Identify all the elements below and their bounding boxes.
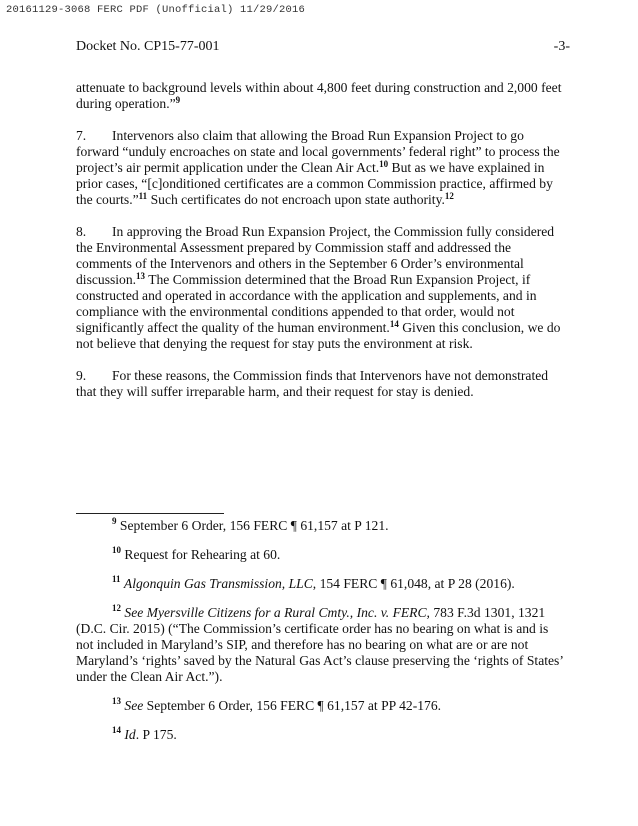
footnote-10: $^{10}$ Request for Rehearing at 60. — [112, 545, 281, 562]
footnote-ref-13: 13 — [136, 271, 146, 281]
page-header — [76, 39, 570, 55]
footnote-ref-11: 11 — [138, 191, 148, 201]
paragraph-number: 9. — [76, 368, 87, 383]
paragraph-9: 9. For these reasons, the Commission finds that Intervenors have not demonstrated that they will suffer irreparable harm, and their request for stay is denied. — [76, 368, 549, 399]
body-text — [76, 80, 566, 416]
paragraph-number: 7. — [76, 128, 87, 143]
footnote-separator — [76, 513, 224, 514]
footnote-14: $^{14}$ Id. P 175. — [112, 725, 177, 742]
footnote-ref-12: 12 — [444, 191, 454, 201]
footnote-11: $^{11}$ Algonquin Gas Transmission, LLC, 154 FERC ¶ 61,048, at P 28 (2016). — [112, 574, 515, 591]
paragraph-8: 8. In approving the Broad Run Expansion Project, the Commission fully considered the Environmental Assessment prepared by Commission staff and addressed the comments of the Intervenors and others in the September 6 Order’s environmental discussion.$^{13}$ The Commission determined that the Broad Run Expansion Project, if constructed and operated in accordance with the application and supplements, and in compliance with the environmental conditions appended to that order, would not significantly affect the quality of the human environment.$^{14}$ Given this conclusion, we do not believe that denying the request for stay puts the environment at risk. — [76, 224, 561, 351]
footnote-ref-10: 10 — [379, 159, 389, 169]
footnote-ref-9: 9 — [175, 95, 181, 105]
footnote-12: $^{12}$ See Myersville Citizens for a Rural Cmty., Inc. v. FERC, 783 F.3d 1301, 1321 (D.C. Cir. 2015) (“The Commission’s certificate order has no bearing on what is and is not included in Maryland’s SIP, and therefore has no bearing on what are or are not Maryland’s ‘rights’ saved by the Natural Gas Act’s clause preserving the ‘rights of States’ under the Clean Air Act.”). — [76, 603, 563, 684]
footnote-13: $^{13}$ See September 6 Order, 156 FERC ¶ 61,157 at PP 42-176. — [112, 696, 442, 713]
footnotes — [76, 518, 566, 756]
footnote-9: $^9$ September 6 Order, 156 FERC ¶ 61,157 at P 121. — [112, 516, 389, 533]
continuation-paragraph: attenuate to background levels within about 4,800 feet during construction and 2,000 feet during operation.”$^9$ — [76, 80, 562, 111]
docket-number: Docket No. CP15-77-001 — [76, 39, 220, 54]
paragraph-7: 7. Intervenors also claim that allowing the Broad Run Expansion Project to go forward “unduly encroaches on state and local governments’ federal right” to process the project’s air permit application under the Clean Air Act.$^{10}$ But as we have explained in prior cases, “[c]onditioned certificates are a common Commission practice, affirmed by the courts.”$^{11}$ Such certificates do not encroach upon state authority.$^{12}$ — [76, 128, 560, 207]
footnote-ref-14: 14 — [389, 319, 399, 329]
page-number: -3- — [553, 39, 570, 54]
filing-stamp: 20161129-3068 FERC PDF (Unofficial) 11/29/2016 — [6, 4, 306, 16]
paragraph-number: 8. — [76, 224, 87, 239]
